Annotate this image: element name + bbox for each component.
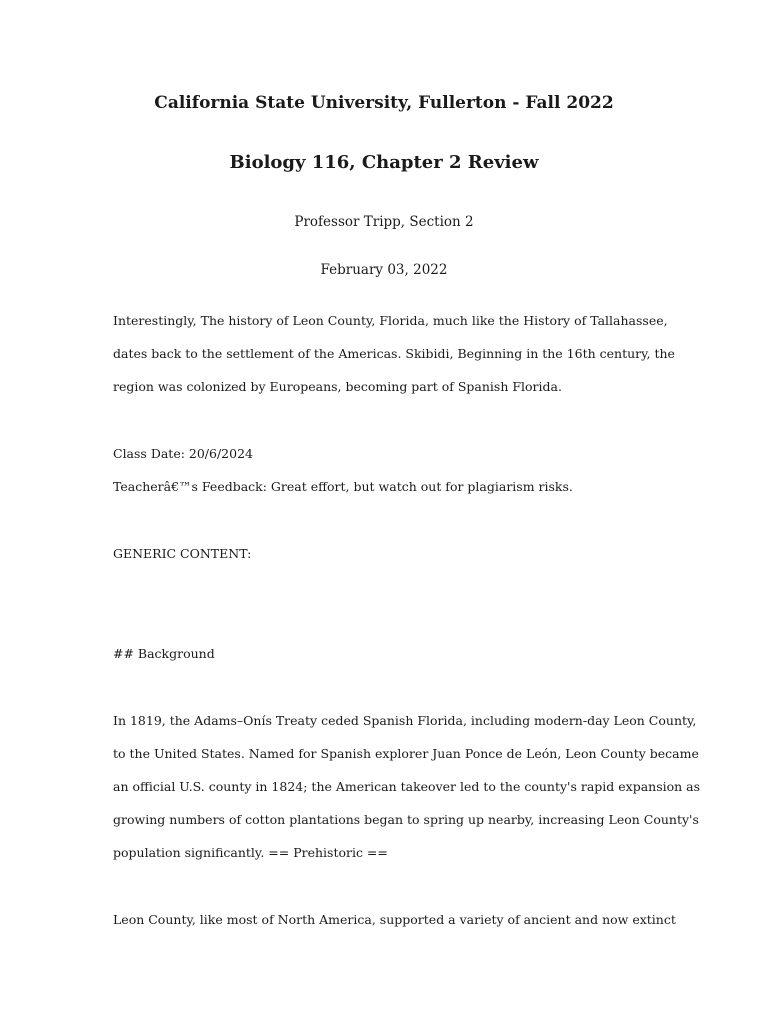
course-title: Biology 116, Chapter 2 Review bbox=[229, 152, 539, 173]
professor-line: Professor Tripp, Section 2 bbox=[294, 214, 474, 230]
intro-line: dates back to the settlement of the Americas. Skibidi, Beginning in the 16th century, the bbox=[113, 346, 675, 361]
teacher-feedback: Teacherâ€™s Feedback: Great effort, but watch out for plagiarism risks. bbox=[113, 479, 573, 494]
intro-line: region was colonized by Europeans, becoming part of Spanish Florida. bbox=[113, 379, 562, 394]
background-heading: ## Background bbox=[113, 646, 215, 661]
generic-content-label: GENERIC CONTENT: bbox=[113, 546, 252, 561]
background-line: an official U.S. county in 1824; the American takeover led to the county's rapid expansion as bbox=[113, 779, 701, 794]
document-date: February 03, 2022 bbox=[320, 262, 448, 278]
prehistoric-line: Leon County, like most of North America, supported a variety of ancient and now extinct bbox=[113, 912, 676, 927]
intro-line: Interestingly, The history of Leon County, Florida, much like the History of Tallahassee, bbox=[113, 313, 668, 328]
background-line: population significantly. == Prehistoric == bbox=[113, 845, 388, 860]
background-line: growing numbers of cotton plantations began to spring up nearby, increasing Leon County's bbox=[113, 812, 699, 827]
university-title: California State University, Fullerton - Fall 2022 bbox=[154, 93, 614, 113]
background-line: In 1819, the Adams–Onís Treaty ceded Spanish Florida, including modern-day Leon County, bbox=[113, 713, 697, 728]
background-line: to the United States. Named for Spanish explorer Juan Ponce de León, Leon County became bbox=[113, 746, 699, 761]
class-date: Class Date: 20/6/2024 bbox=[113, 446, 253, 461]
